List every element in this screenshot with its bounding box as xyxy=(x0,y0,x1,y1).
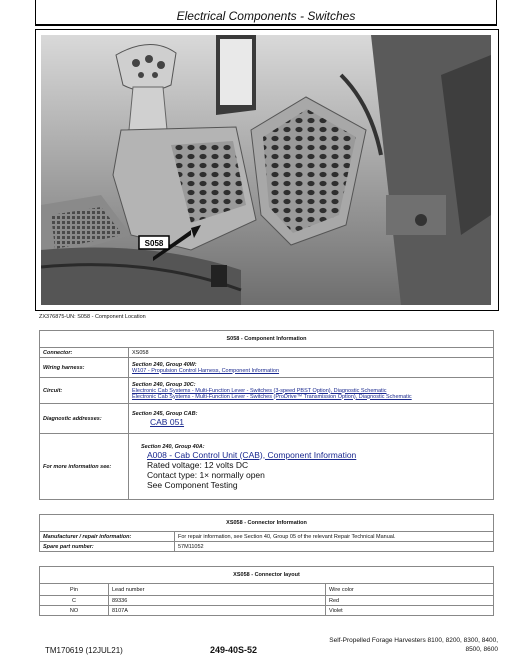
spare-part-value: 57M11052 xyxy=(175,542,494,552)
more-info-label: For more information see: xyxy=(40,434,129,500)
component-information-table xyxy=(39,330,494,500)
circuit-link-prodrive[interactable]: Electronic Cab Systems - Multi-Function Lever - Switches (ProDrive™ Transmission Option), Diagnostic Schematic xyxy=(132,393,412,400)
connector-layout-table xyxy=(39,566,494,616)
rated-voltage: Rated voltage: 12 volts DC xyxy=(147,459,249,470)
diagnostic-section: Section 245, Group CAB: xyxy=(132,410,198,417)
contact-type: Contact type: 1× normally open xyxy=(147,469,265,480)
figure-frame xyxy=(35,29,499,311)
pin-cell: C xyxy=(40,596,109,606)
figure-caption: ZX376875-UN: S058 - Component Location xyxy=(39,314,146,320)
footer-product-line: Self-Propelled Forage Harvesters 8100, 8200, 8300, 8400, xyxy=(329,637,498,644)
connector-information-table xyxy=(39,514,494,552)
manufacturer-value: For repair information, see Section 40, Group 05 of the relevant Repair Technical Manual. xyxy=(175,532,494,542)
lead-cell: 89336 xyxy=(109,596,326,606)
more-info-link[interactable]: A008 - Cab Control Unit (CAB), Component Information xyxy=(147,449,357,460)
table-row xyxy=(40,606,494,616)
column-header: Lead number xyxy=(109,584,326,596)
circuit-label: Circuit: xyxy=(40,378,129,404)
connector-value: XS058 xyxy=(129,348,494,358)
color-cell: Red xyxy=(326,596,494,606)
table-row xyxy=(40,596,494,606)
component-location-photo xyxy=(41,35,491,305)
see-component-testing: See Component Testing xyxy=(147,479,238,490)
callout-label: S058 xyxy=(144,239,164,248)
cab-interior-illustration xyxy=(41,35,491,305)
footer-doc-number: TM170619 (12JUL21) xyxy=(45,646,123,655)
page-header-title: Electrical Components - Switches xyxy=(176,9,356,23)
pin-cell: NO xyxy=(40,606,109,616)
harness-label: Wiring harness: xyxy=(40,358,129,378)
footer-product xyxy=(300,636,498,654)
table-title: XS058 - Connector Information xyxy=(40,515,494,532)
column-header: Pin xyxy=(40,584,109,596)
footer-product-line: 8500, 8600 xyxy=(465,646,498,653)
harness-link[interactable]: W107 - Propulsion Control Harness, Component Information xyxy=(132,367,280,374)
color-cell: Violet xyxy=(326,606,494,616)
header-rule xyxy=(35,25,497,26)
circuit-section: Section 240, Group 30C: xyxy=(132,381,196,388)
diagnostic-link[interactable]: CAB 051 xyxy=(150,416,185,427)
spare-part-label: Spare part number: xyxy=(40,542,175,552)
footer-page-number: 249-40S-52 xyxy=(210,645,258,655)
harness-section: Section 240, Group 40W: xyxy=(132,361,197,368)
table-title: XS058 - Connector layout xyxy=(40,567,494,584)
diagnostic-label: Diagnostic addresses: xyxy=(40,404,129,434)
connector-label: Connector: xyxy=(40,348,129,358)
lead-cell: 8107A xyxy=(109,606,326,616)
more-info-section: Section 240, Group 40A: xyxy=(141,443,205,450)
manufacturer-label: Manufacturer / repair information: xyxy=(40,532,175,542)
circuit-link-pbst[interactable]: Electronic Cab Systems - Multi-Function Lever - Switches (3-speed PBST Option), Diagnostic Schematic xyxy=(132,387,387,394)
column-header: Wire color xyxy=(326,584,494,596)
table-title: S058 - Component Information xyxy=(40,331,494,348)
